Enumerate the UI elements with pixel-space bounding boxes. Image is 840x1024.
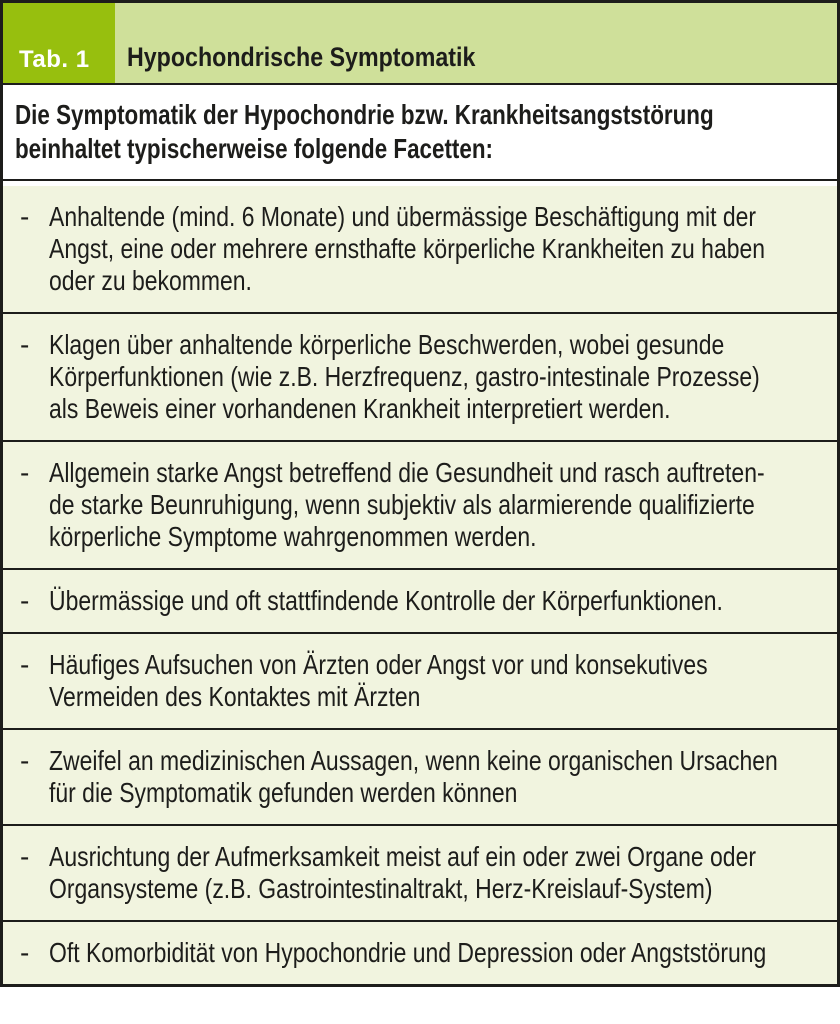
- item-line: Häufiges Aufsuchen von Ärzten oder Angst vor und konsekutives: [49, 649, 708, 680]
- intro-row: [3, 85, 837, 181]
- item-line: als Beweis einer vorhandenen Krankheit interpretiert werden.: [49, 393, 671, 424]
- bullet-dash: -: [20, 457, 30, 488]
- table-header: [3, 3, 837, 85]
- item-line: Oft Komorbidität von Hypochondrie und Depression oder Angststörung: [49, 937, 767, 968]
- table-number-badge: [3, 3, 115, 83]
- item-line: Körperfunktionen (wie z.B. Herzfrequenz, gastro-intestinale Prozesse): [49, 361, 760, 392]
- item-line: de starke Beunruhigung, wenn subjektiv als alarmierende qualifizierte: [49, 489, 755, 520]
- bullet-dash: -: [20, 201, 30, 232]
- symptom-item-health-anxiety: [3, 440, 837, 568]
- intro-line: beinhaltet typischerweise folgende Facetten:: [15, 133, 493, 164]
- bullet-dash: -: [20, 841, 30, 872]
- table-title-band: [115, 3, 837, 83]
- symptom-item-organ-focus: [3, 824, 837, 920]
- item-line: Anhaltende (mind. 6 Monate) und übermässige Beschäftigung mit der: [49, 201, 757, 232]
- item-line: Angst, eine oder mehrere ernsthafte körperliche Krankheiten zu haben: [49, 233, 766, 264]
- symptom-item-persistent-preoccupation: [3, 186, 837, 312]
- item-line: oder zu bekommen.: [49, 265, 252, 296]
- intro-line: Die Symptomatik der Hypochondrie bzw. Krankheitsangststörung: [15, 99, 714, 130]
- item-line: Allgemein starke Angst betreffend die Gesundheit und rasch auftreten-: [49, 457, 765, 488]
- symptom-item-doctor-visits: [3, 632, 837, 728]
- symptom-item-bodily-complaints: [3, 312, 837, 440]
- item-line: körperliche Symptome wahrgenommen werden.: [49, 521, 537, 552]
- item-line: Übermässige und oft stattfindende Kontrolle der Körperfunktionen.: [49, 585, 723, 616]
- bullet-dash: -: [20, 329, 30, 360]
- bullet-dash: -: [20, 937, 30, 968]
- symptom-item-comorbidity: [3, 920, 837, 984]
- bullet-dash: -: [20, 585, 30, 616]
- symptom-item-body-checking: [3, 568, 837, 632]
- item-line: Ausrichtung der Aufmerksamkeit meist auf ein oder zwei Organe oder: [49, 841, 757, 872]
- table-number-label: Tab. 1: [19, 46, 90, 73]
- symptom-item-doubt-medical-statements: [3, 728, 837, 824]
- item-line: Klagen über anhaltende körperliche Beschwerden, wobei gesunde: [49, 329, 725, 360]
- item-line: Zweifel an medizinischen Aussagen, wenn keine organischen Ursachen: [49, 745, 778, 776]
- symptom-list: [3, 186, 837, 984]
- bullet-dash: -: [20, 745, 30, 776]
- bullet-dash: -: [20, 649, 30, 680]
- item-line: Organsysteme (z.B. Gastrointestinaltrakt, Herz-Kreislauf-System): [49, 873, 713, 904]
- item-line: Vermeiden des Kontaktes mit Ärzten: [49, 681, 421, 712]
- item-line: für die Symptomatik gefunden werden können: [49, 777, 518, 808]
- table-title: Hypochondrische Symptomatik: [127, 42, 476, 72]
